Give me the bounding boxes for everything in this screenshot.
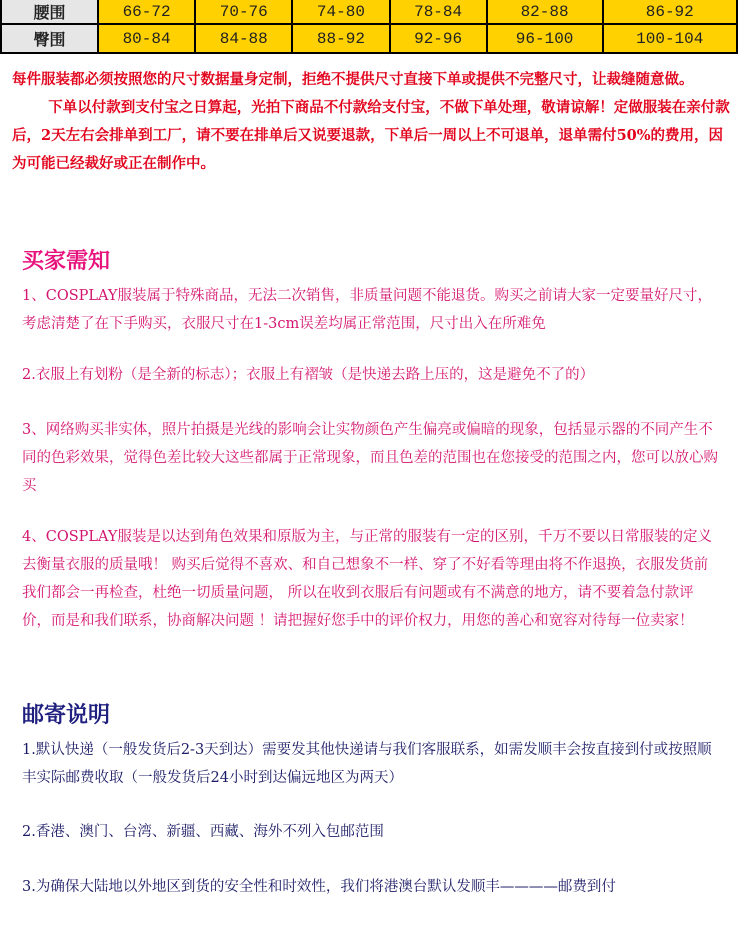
shipping-item: 1.默认快递（一般发货后2-3天到达）需要发其他快递请与我们客服联系，如需发顺丰会按直接到付或按照顺丰实际邮费收取（一般发货后24小时到达偏远地区为两天） [22,742,712,786]
size-cell: 96-100 [487,24,603,53]
size-cell: 92-96 [390,24,487,53]
size-cell: 86-92 [603,0,738,24]
size-cell: 66-72 [98,0,195,24]
buyer-notice-item: 4、COSPLAY服装是以达到角色效果和原版为主，与正常的服装有一定的区别，千万不要以日常服装的定义去衡量衣服的质量哦！ 购买后觉得不喜欢、和自己想象不一样、穿了不好看等理由将不作退换，衣服发货前我们都会一再检查，杜绝一切质量问题， 所以在收到衣服后有问题或有不满意的地方，请不要着急付款评价，而是和我们联系，协商解决问题 ！请把握好您手中的评价权力，用您的善心和宽容对待每一位卖家！ [22,529,712,629]
buyer-notice-title: 买家需知 [22,249,111,274]
table-row [1,24,737,53]
size-cell: 80-84 [98,24,195,53]
size-cell: 82-88 [487,0,603,24]
shipping-item: 3.为确保大陆地以外地区到货的安全性和时效性，我们将港澳台默认发顺丰————邮费到付 [22,879,616,895]
row-label: 腰围 [1,0,98,24]
row-label: 臀围 [1,24,98,53]
buyer-notice-item: 3、网络购买非实体，照片拍摄是光线的影响会让实物颜色产生偏亮或偏暗的现象，包括显示器的不同产生不同的色彩效果，觉得色差比较大这些都属于正常现象，而且色差的范围也在您接受的范围之内，您可以放心购买 [22,422,718,494]
size-cell: 74-80 [292,0,389,24]
buyer-notice-item: 2.衣服上有划粉（是全新的标志）；衣服上有褶皱（是快递去路上压的，这是避免不了的） [22,367,595,383]
size-table [0,0,738,54]
shipping-title: 邮寄说明 [22,703,111,728]
size-cell: 84-88 [195,24,292,53]
size-cell: 78-84 [390,0,487,24]
notice-paragraph: 每件服装都必须按照您的尺寸数据量身定制，拒绝不提供尺寸直接下单或提供不完整尺寸，让裁缝随意做。 [12,71,694,88]
order-notice [12,66,734,178]
notice-paragraph: 下单以付款到支付宝之日算起，光拍下商品不付款给支付宝，不做下单处理，敬请谅解！定做服装在亲付款后，2天左右会排单到工厂，请不要在排单后又说要退款，下单后一周以上不可退单，退单需付50%的费用，因为可能已经裁好或正在制作中。 [12,99,730,172]
shipping-item: 2.香港、澳门、台湾、新疆、西藏、海外不列入包邮范围 [22,824,384,840]
buyer-notice-item: 1、COSPLAY服装属于特殊商品，无法二次销售，非质量问题不能退货。购买之前请大家一定要量好尺寸，考虑清楚了在下手购买，衣服尺寸在1-3cm误差均属正常范围，尺寸出入在所难免 [22,288,712,332]
size-cell: 88-92 [292,24,389,53]
size-cell: 100-104 [603,24,738,53]
size-cell: 70-76 [195,0,292,24]
table-row [1,0,737,24]
